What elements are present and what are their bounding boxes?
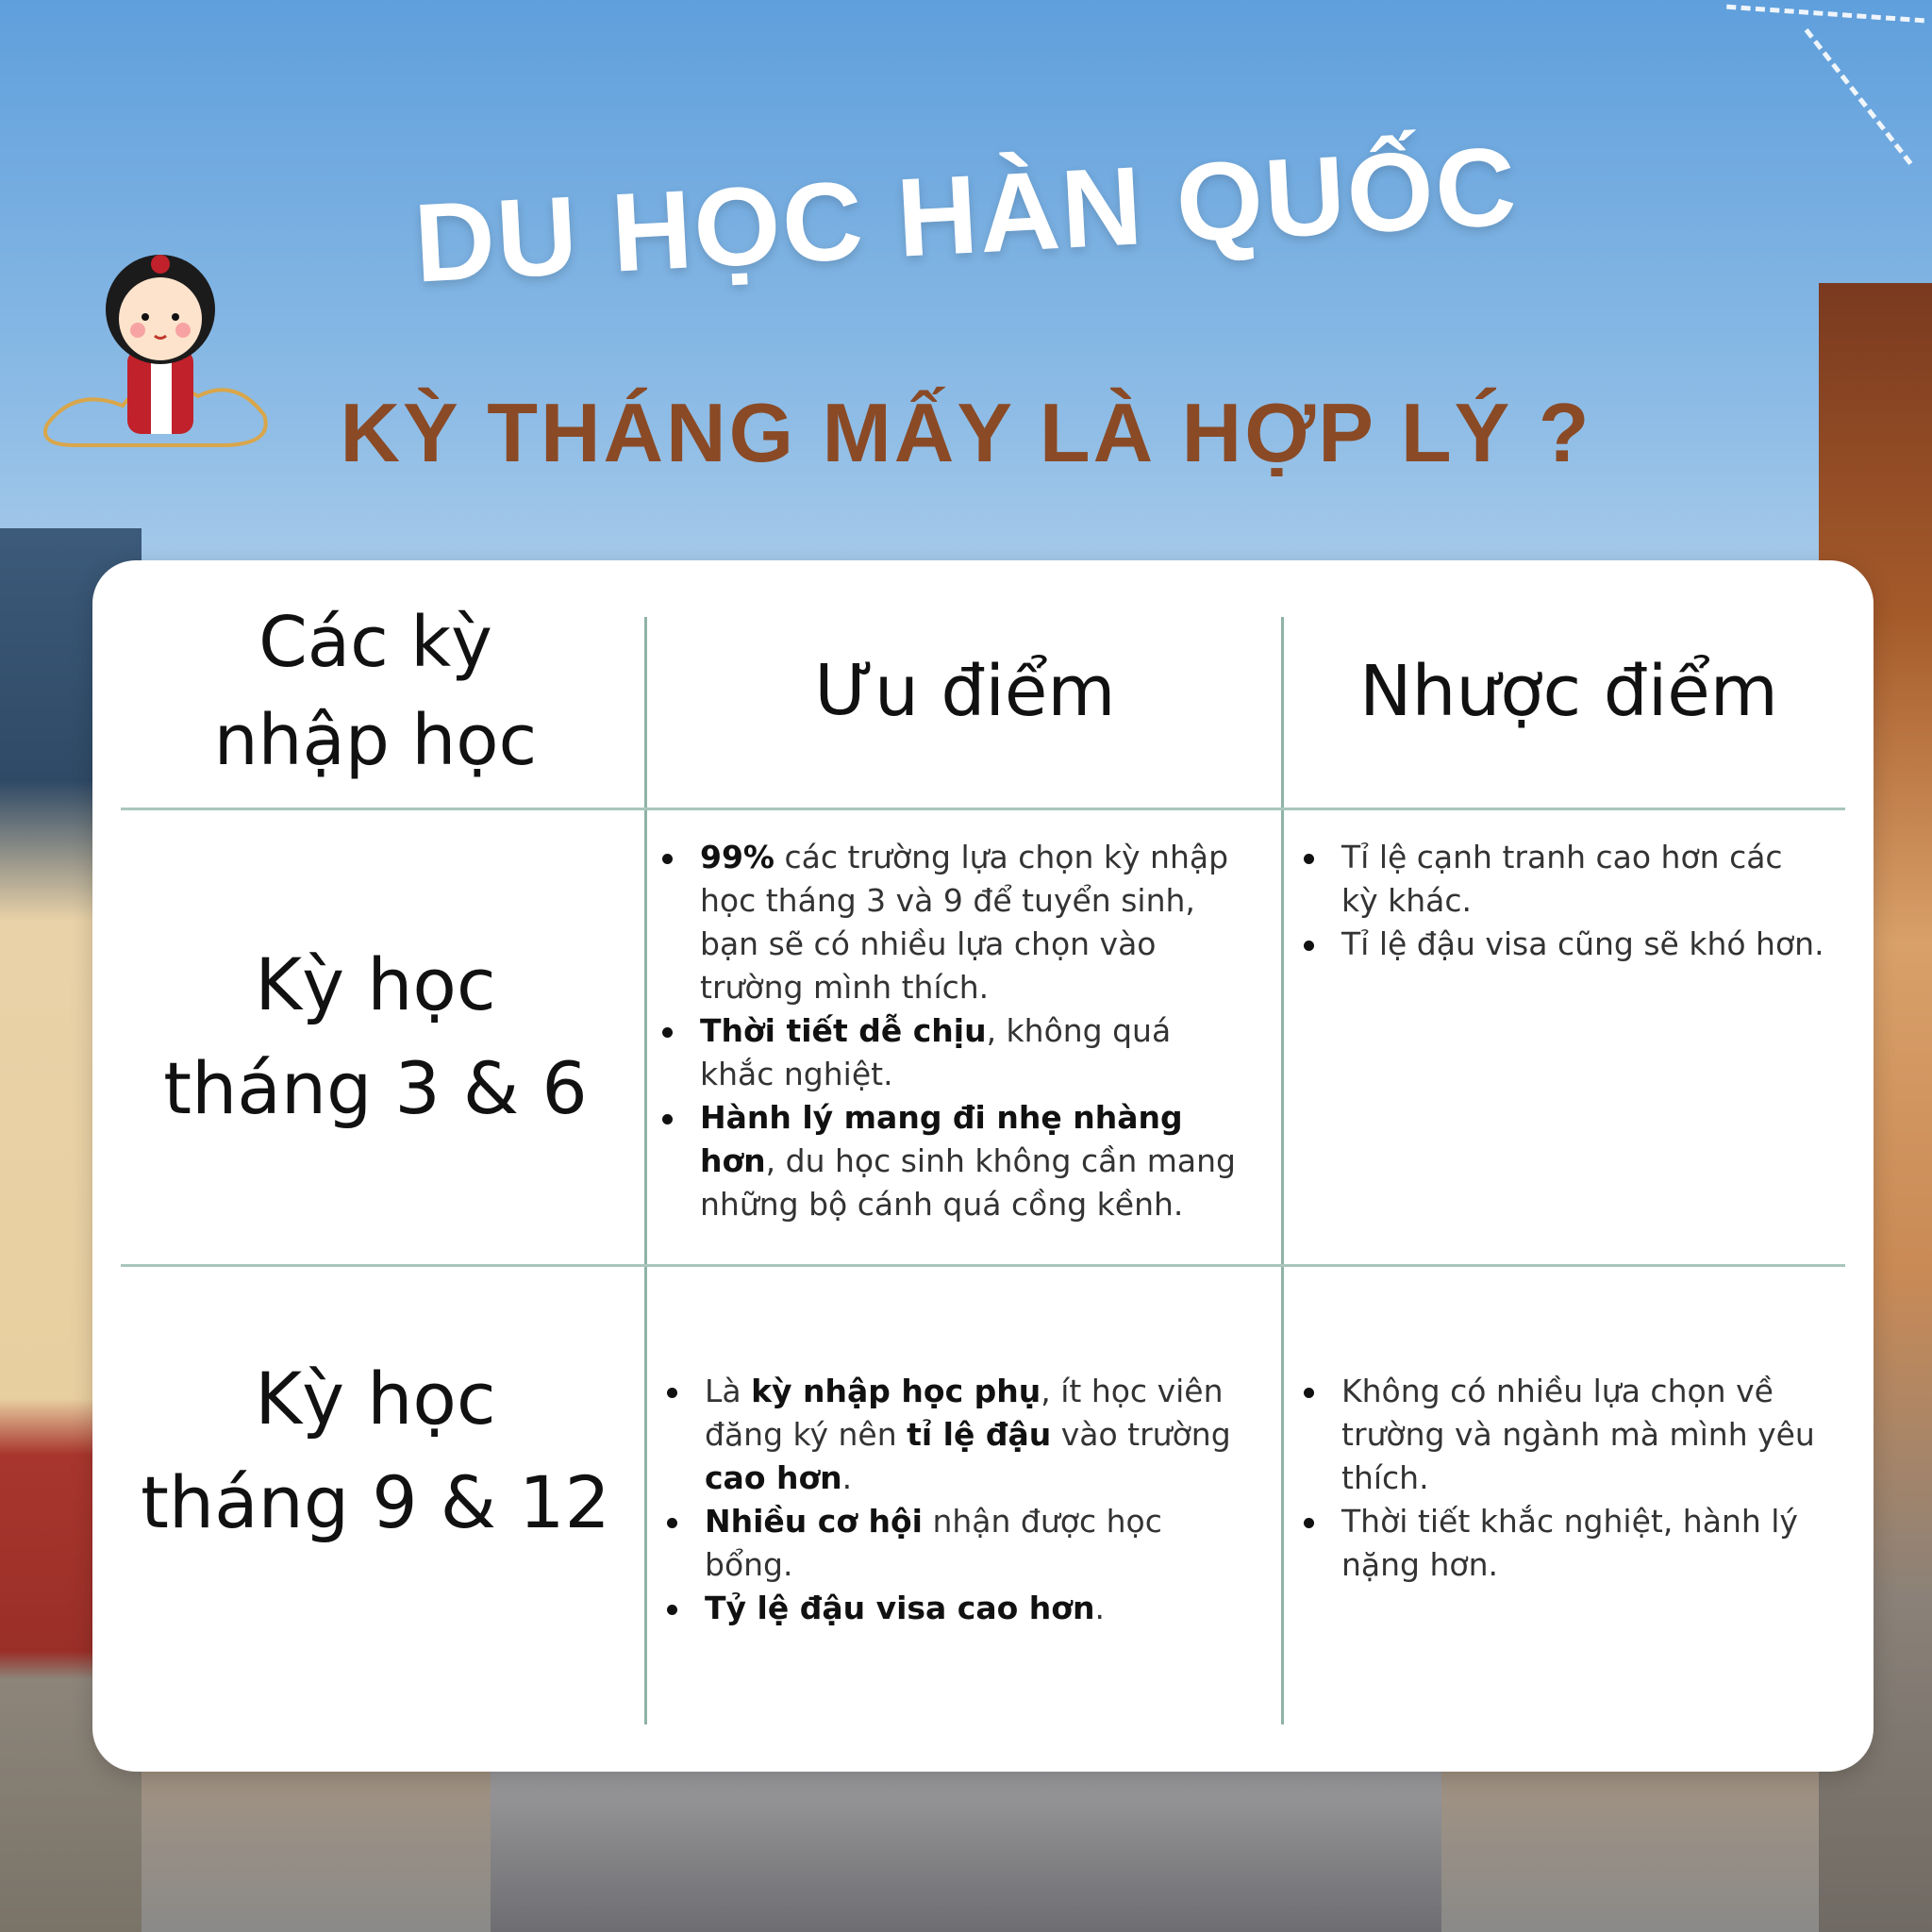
main-title: DU HỌC HÀN QUỐC — [411, 124, 1521, 307]
header-disadvantages: Nhược điểm — [1359, 651, 1778, 733]
disadvantages-list-term-9-12 — [1300, 1370, 1847, 1587]
list-item: 99% các trường lựa chọn kỳ nhập học tháng 3 và 9 để tuyển sinh, bạn sẽ có nhiều lựa chọn vào trường mình thích. — [658, 836, 1243, 1009]
header-advantages: Ưu điểm — [814, 651, 1116, 733]
list-item: Là kỳ nhập học phụ, ít học viên đăng ký nên tỉ lệ đậu vào trường cao hơn. — [663, 1370, 1248, 1500]
column-divider — [644, 617, 647, 1724]
advantages-list-term-3-6 — [658, 836, 1243, 1226]
column-divider — [1281, 617, 1284, 1724]
advantages-list-term-9-12 — [663, 1370, 1248, 1630]
row-divider — [121, 1264, 1845, 1267]
header-enrollment-terms: Các kỳ nhập học — [213, 602, 538, 781]
list-item: Tỉ lệ đậu visa cũng sẽ khó hơn. — [1300, 923, 1828, 966]
row-label-term-9-12: Kỳ học tháng 9 & 12 — [141, 1356, 610, 1544]
subtitle: KỲ THÁNG MẤY LÀ HỢP LÝ ? — [340, 386, 1592, 479]
list-item: Thời tiết dễ chịu, không quá khắc nghiệt. — [658, 1009, 1243, 1096]
list-item: Tỉ lệ cạnh tranh cao hơn các kỳ khác. — [1300, 836, 1828, 923]
list-item: Hành lý mang đi nhẹ nhàng hơn, du học sinh không cần mang những bộ cánh quá cồng kềnh. — [658, 1096, 1243, 1226]
list-item: Thời tiết khắc nghiệt, hành lý nặng hơn. — [1300, 1500, 1847, 1587]
row-label-term-3-6: Kỳ học tháng 3 & 6 — [163, 941, 588, 1130]
list-item: Không có nhiều lựa chọn về trường và ngành mà mình yêu thích. — [1300, 1370, 1847, 1500]
list-item: Tỷ lệ đậu visa cao hơn. — [663, 1587, 1248, 1630]
disadvantages-list-term-3-6 — [1300, 836, 1828, 966]
row-divider — [121, 808, 1845, 810]
list-item: Nhiều cơ hội nhận được học bổng. — [663, 1500, 1248, 1587]
comparison-table-card — [92, 560, 1874, 1772]
alley-road — [491, 1772, 1441, 1932]
